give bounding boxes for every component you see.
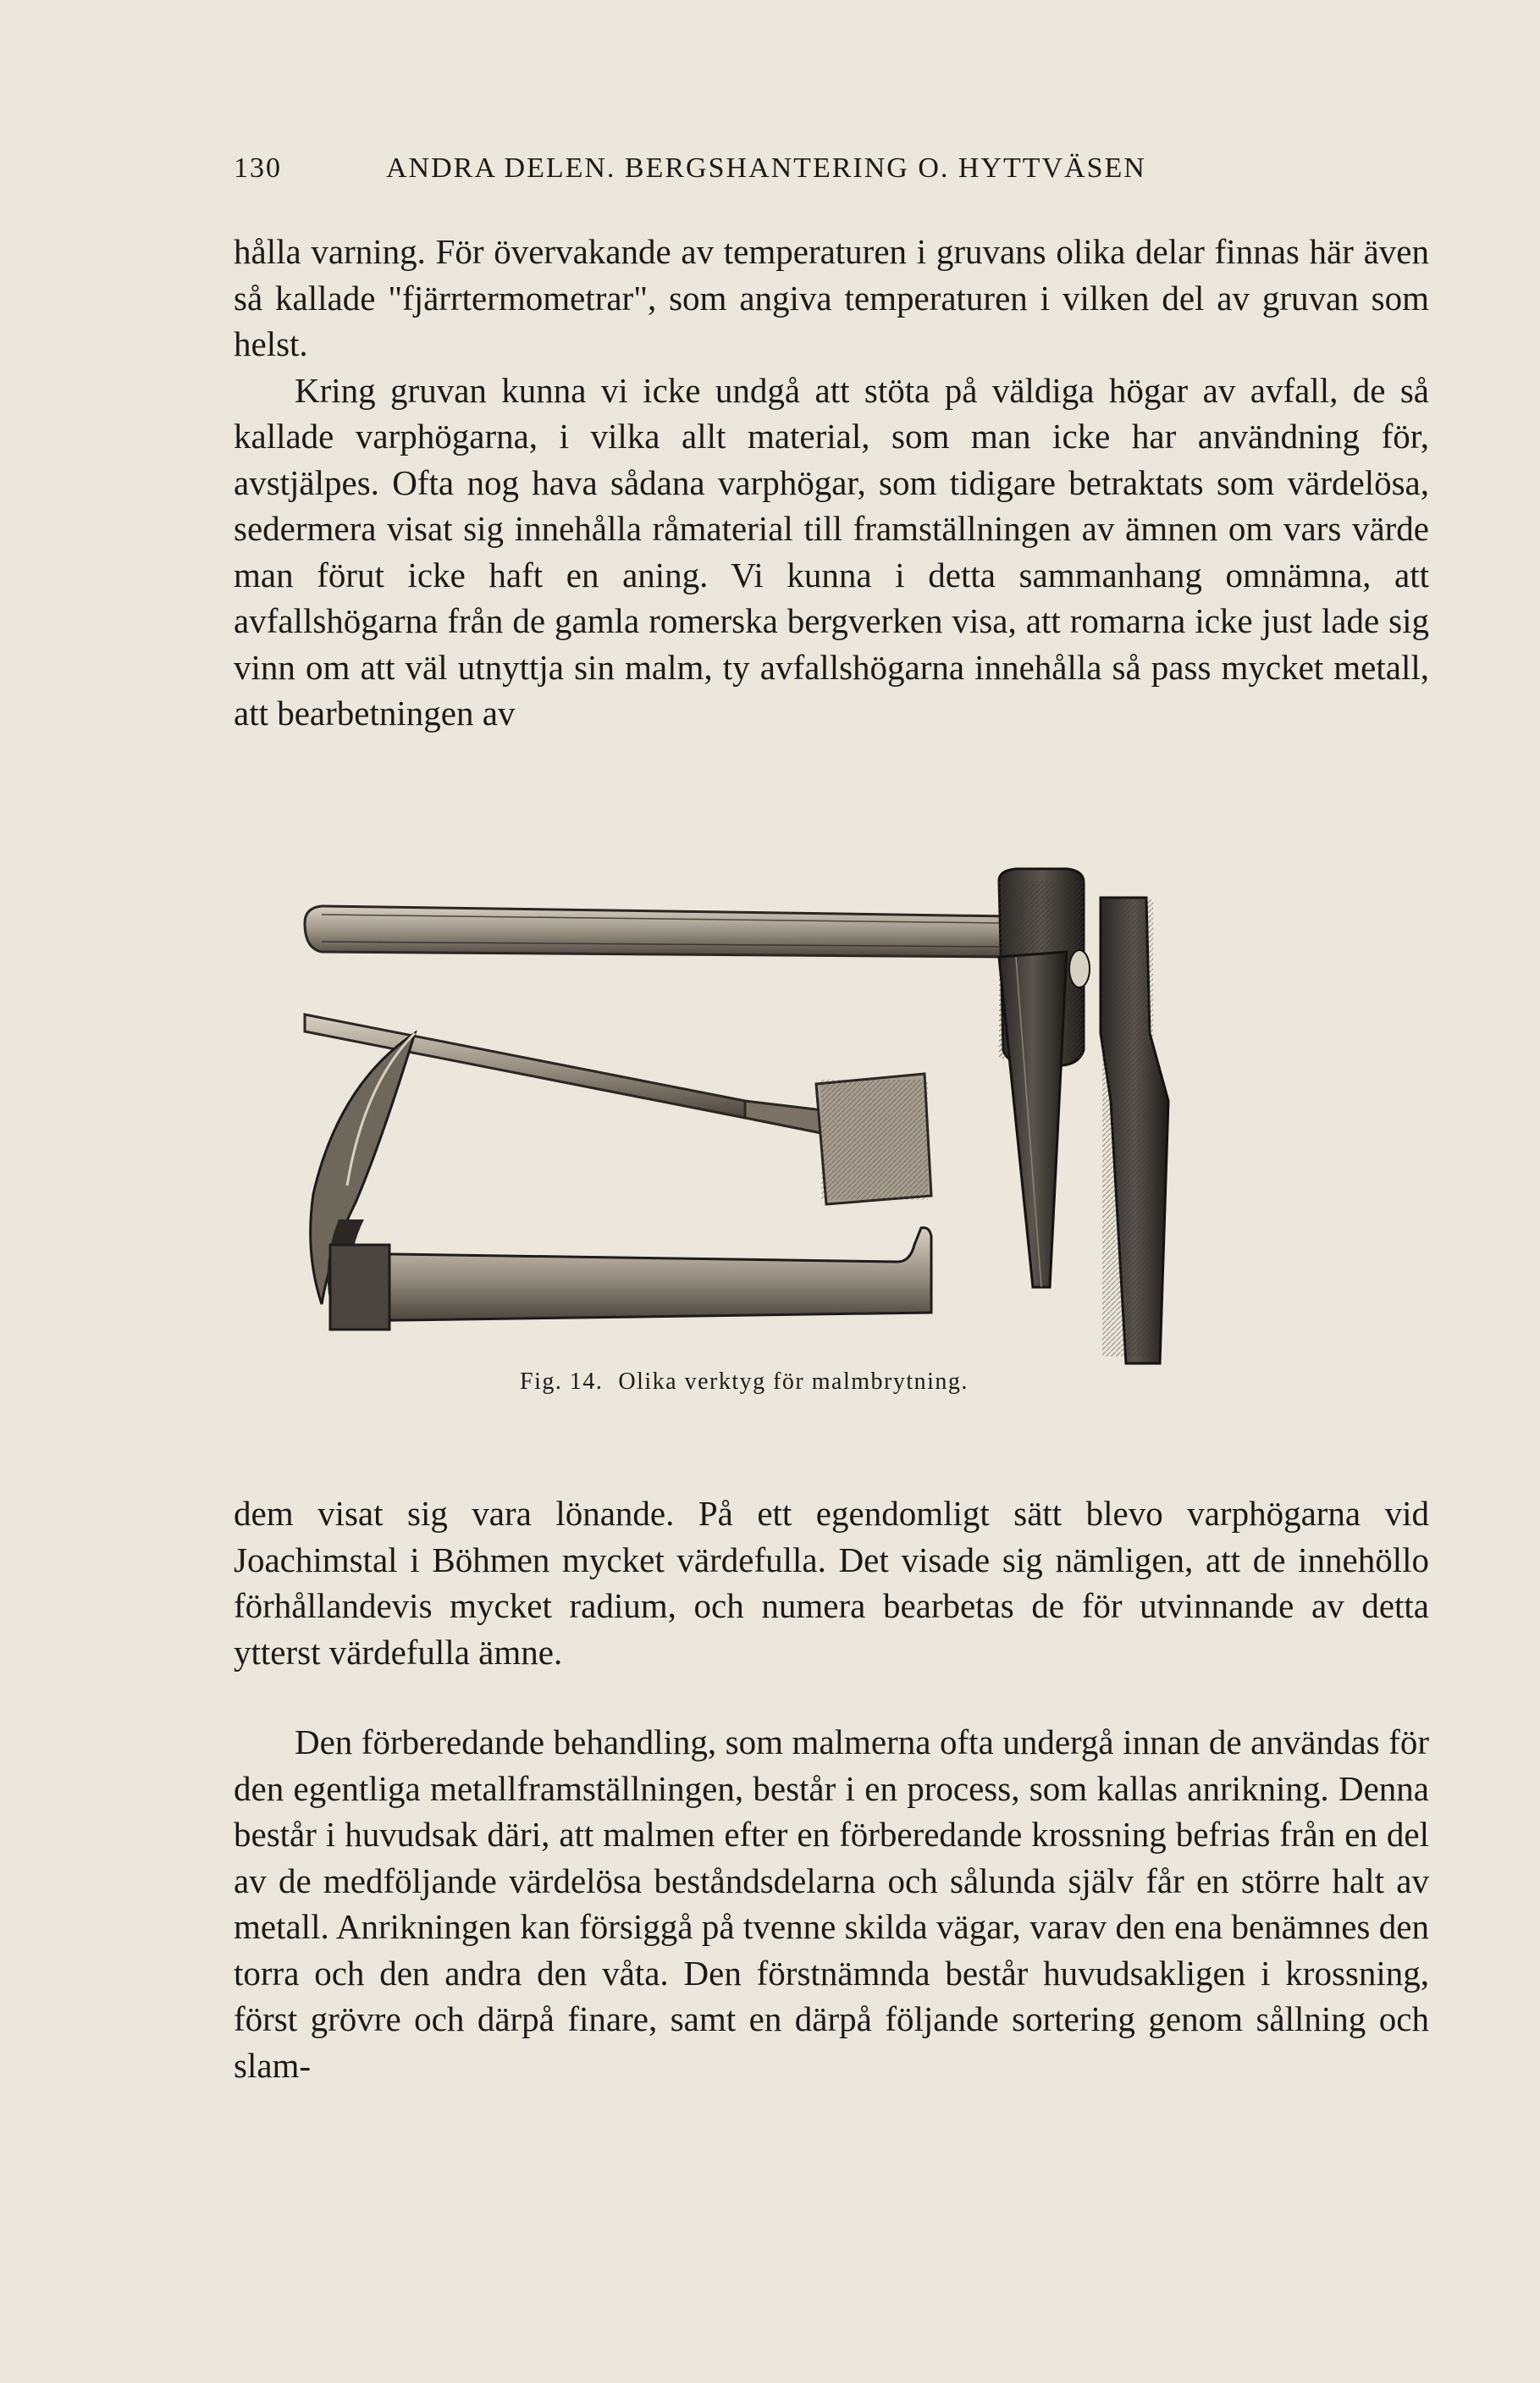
- paragraph-2: Kring gruvan kunna vi icke undgå att stöta på väldiga högar av avfall, de så kallade varphögarna, i vilka allt material, som man icke har användning för, avstjälpes. Ofta nog hava sådana varphögar, som tidigare betraktats som värdelösa, sedermera visat sig innehålla råmaterial till framställningen av ämnen om vars värde man förut icke haft en aning. Vi kunna i detta sammanhang omnämna, att avfallshögarna från de gamla romerska bergverken visa, att romarna icke just lade sig vinn om att väl utnyttja sin malm, ty avfallshögarna innehålla så pass mycket metall, att bearbetningen av: [234, 370, 1429, 733]
- tools-illustration: [288, 864, 1422, 1389]
- running-header: [234, 152, 1309, 185]
- paragraph-4: Den förberedande behandling, som malmerna ofta undergå innan de användas för den egentliga metallframställningen, består i en process, som kallas anrikning. Denna består i huvudsak däri, att malmen efter en förberedande krossning befrias från en del av de medföljande värdelösa beståndsdelarna och sålunda själv får en större halt av metall. Anrikningen kan försiggå på tvenne skilda vägar, varav den ena benämnes den torra och den andra den våta. Den förstnämnda består huvudsakligen i krossning, först grövre och därpå finare, samt en därpå följande sortering genom sållning och slam-: [234, 1722, 1429, 2085]
- running-title: ANDRA DELEN. BERGSHANTERING O. HYTTVÄSEN: [386, 152, 1146, 184]
- figure-number: Fig. 14.: [520, 1368, 604, 1395]
- paragraph-1: hålla varning. För övervakande av temperaturen i gruvans olika delar finnas här även så kallade "fjärrtermometrar", som angiva temperaturen i vilken del av gruvan som helst.: [234, 232, 1429, 363]
- chisel-icon: [1101, 898, 1168, 1363]
- long-hammer-icon: [305, 1015, 931, 1204]
- paragraph-intro: [234, 229, 1429, 737]
- figure-caption: [520, 1368, 1163, 1396]
- sledge-hammer-icon: [305, 869, 1090, 1065]
- wedge-icon: [999, 952, 1067, 1287]
- figure-caption-text: Olika verktyg för malmbrytning.: [618, 1368, 969, 1395]
- page-number: 130: [234, 152, 282, 184]
- paragraph-3: dem visat sig vara lönande. På ett egendomligt sätt blevo varphögarna vid Joachimstal i Böhmen mycket värdefulla. Det visade sig nämligen, att de innehöllo förhållandevis mycket radium, och numera bearbetas de för utvinnande av detta ytterst värdefulla ämne.: [234, 1494, 1429, 1672]
